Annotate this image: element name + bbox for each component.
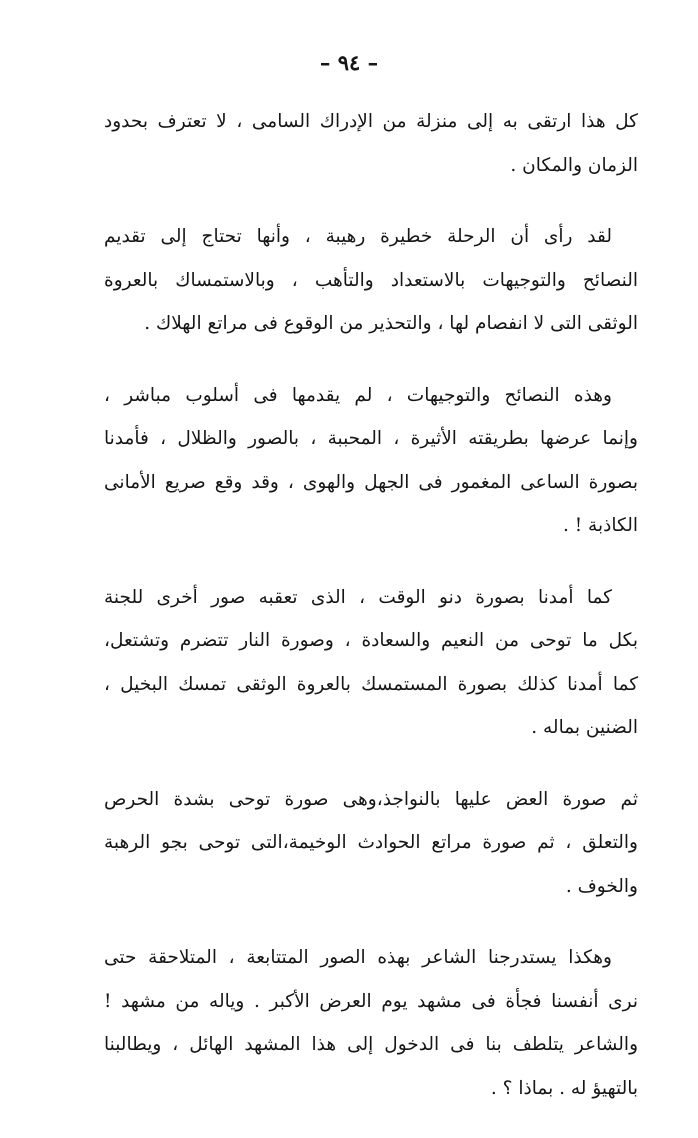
paragraph-5 [104,778,638,909]
text-line: كما أمدنا كذلك بصورة المستمسك بالعروة الوثقى تمسك البخيل ، [104,673,638,695]
text-line: الوثقى التى لا انفصام لها ، والتحذير من الوقوع فى مراتع الهلاك . [144,313,638,334]
text-line: ثم صورة العض عليها بالنواجذ،وهى صورة توحى بشدة الحرص [104,788,638,810]
text-line: وهكذا يستدرجنا الشاعر بهذه الصور المتتابعة ، المتلاحقة حتى [104,947,612,968]
paragraph-4 [104,576,638,750]
text-line: والتعلق ، ثم صورة مراتع الحوادث الوخيمة،التى توحى بجو الرهبة [104,832,638,853]
paragraph-1 [104,100,638,187]
text-line: النصائح والتوجيهات بالاستعداد والتأهب ، وبالاستمساك بالعروة [104,269,638,291]
text-line: بكل ما توحى من النعيم والسعادة ، وصورة النار تتضرم وتشتعل، [104,630,638,651]
text-line: نرى أنفسنا فجأة فى مشهد يوم العرض الأكبر . وياله من مشهد ! [104,990,638,1012]
text-line: بصورة الساعى المغمور فى الجهل والهوى ، وقد وقع صريع الأمانى [104,471,638,493]
paragraph-6 [104,936,638,1110]
text-line: الضنين بماله . [531,717,638,738]
text-line: كما أمدنا بصورة دنو الوقت ، الذى تعقبه صور أخرى للجنة [104,586,612,608]
text-line: وهذه النصائح والتوجيهات ، لم يقدمها فى أسلوب مباشر ، [104,384,612,406]
text-line: وإنما عرضها بطريقته الأثيرة ، المحببة ، بالصور والظلال ، فأمدنا [104,428,638,449]
body-text [104,100,638,1138]
text-line: لقد رأى أن الرحلة خطيرة رهيبة ، وأنها تحتاج إلى تقديم [104,226,612,247]
text-line: كل هذا ارتقى به إلى منزلة من الإدراك السامى ، لا تعترف بحدود [104,111,638,132]
text-line: الكاذبة ! . [562,515,638,536]
text-line: بالتهيؤ له . بماذا ؟ . [490,1077,638,1099]
text-line: والخوف . [565,875,638,897]
text-line: والشاعر يتلطف بنا فى الدخول إلى هذا المشهد الهائل ، ويطالبنا [104,1034,638,1055]
page-number: – ٩٤ – [319,50,379,75]
paragraph-2 [104,215,638,346]
text-line: الزمان والمكان . [510,154,638,176]
paragraph-3 [104,374,638,548]
